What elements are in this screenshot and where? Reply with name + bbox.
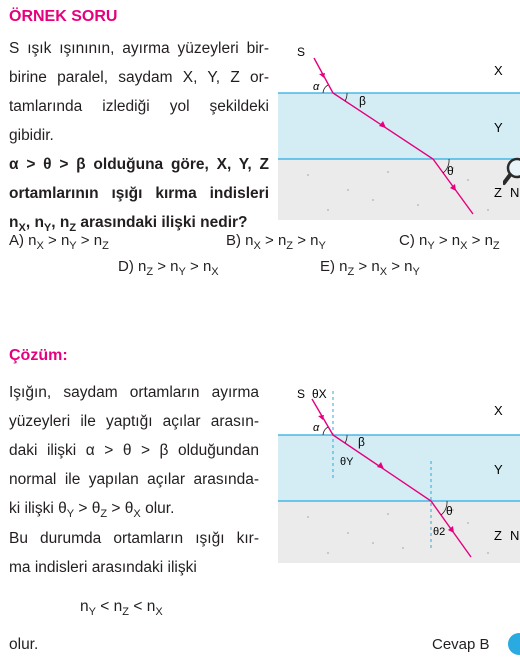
ray-arrow — [319, 73, 325, 78]
ray-arrow — [318, 415, 324, 420]
solution-line: Bu durumda ortamların ışığı kır- — [9, 530, 259, 547]
medium-y-region — [278, 93, 520, 159]
ray-label: S — [297, 387, 306, 401]
question-heading: ÖRNEK SORU — [9, 8, 118, 25]
medium-z-region — [278, 159, 520, 220]
medium-z-label: Z — [494, 185, 502, 200]
medium-x-label: X — [494, 63, 503, 78]
beta-label: β — [359, 94, 366, 108]
beta-label: β — [358, 435, 365, 449]
option-d[interactable]: D) $n_Z > n_Y > n_X$ — [118, 258, 219, 278]
question-diagram — [278, 40, 520, 220]
question-line: birine paralel, saydam X, Y, Z or- — [9, 69, 269, 86]
medium-y-region — [278, 435, 520, 501]
normal-label: N — [510, 528, 520, 543]
solution-closing: olur. — [9, 636, 39, 653]
solution-diagram — [278, 383, 520, 563]
option-a[interactable]: A) $n_X > n_Y > n_Z$ — [9, 232, 109, 252]
theta-x-label: θX — [312, 387, 327, 401]
answer-label: Cevap B — [432, 636, 490, 653]
normal-label: N — [510, 185, 520, 200]
medium-y-label: Y — [494, 462, 503, 477]
theta-label: θ — [447, 164, 454, 178]
alpha-label: α — [313, 81, 320, 93]
medium-x-label: X — [494, 403, 503, 418]
solution-relation: $n_Y < n_Z < n_X$ — [80, 598, 163, 619]
solution-line: yüzeyleri ile yaptığı açılar arasın- — [9, 413, 259, 430]
theta-2-label: θ2 — [433, 526, 446, 538]
alpha-arc — [323, 427, 328, 435]
question-line: gibidir. — [9, 127, 54, 144]
theta-y-label: θY — [340, 456, 354, 468]
option-c[interactable]: C) $n_Y > n_X > n_Z$ — [399, 232, 500, 252]
solution-line: normal ile yapılan açılar arasında- — [9, 471, 259, 488]
question-line: tamlarında izlediği yol şekildeki — [9, 98, 269, 115]
solution-heading: Çözüm: — [9, 347, 68, 364]
solution-text — [9, 378, 259, 529]
alpha-label: α — [313, 422, 320, 434]
solution-line: daki ilişki α > θ > β olduğundan — [9, 442, 259, 459]
ray-label: S — [297, 45, 306, 59]
question-line: S ışık ışınının, ayırma yüzeyleri bir- — [9, 40, 269, 57]
magnifier-icon — [503, 156, 520, 186]
solution-line: ma indisleri arasındaki ilişki — [9, 559, 197, 576]
solution-line: Işığın, saydam ortamların ayırma — [9, 384, 259, 401]
question-bold-line: α > θ > β olduğuna göre, X, Y, Z — [9, 156, 269, 173]
medium-y-label: Y — [494, 120, 503, 135]
option-b[interactable]: B) $n_X > n_Z > n_Y$ — [226, 232, 326, 252]
question-bold-line: ortamlarının ışığı kırma indisleri — [9, 185, 269, 202]
medium-z-label: Z — [494, 528, 502, 543]
alpha-arc — [323, 85, 328, 93]
medium-z-region — [278, 501, 520, 563]
theta-label: θ — [446, 504, 453, 518]
option-e[interactable]: E) $n_Z > n_X > n_Y$ — [320, 258, 420, 278]
question-bold-last: $n_X$, $n_Y$, $n_Z$ arasındaki ilişki nedir? — [9, 214, 248, 235]
solution-line: ki ilişki $\theta_Y > \theta_Z > \theta_X$ olur. — [9, 500, 175, 521]
solution-text-2 — [9, 524, 259, 582]
question-text — [9, 34, 269, 243]
answer-badge — [508, 633, 520, 655]
